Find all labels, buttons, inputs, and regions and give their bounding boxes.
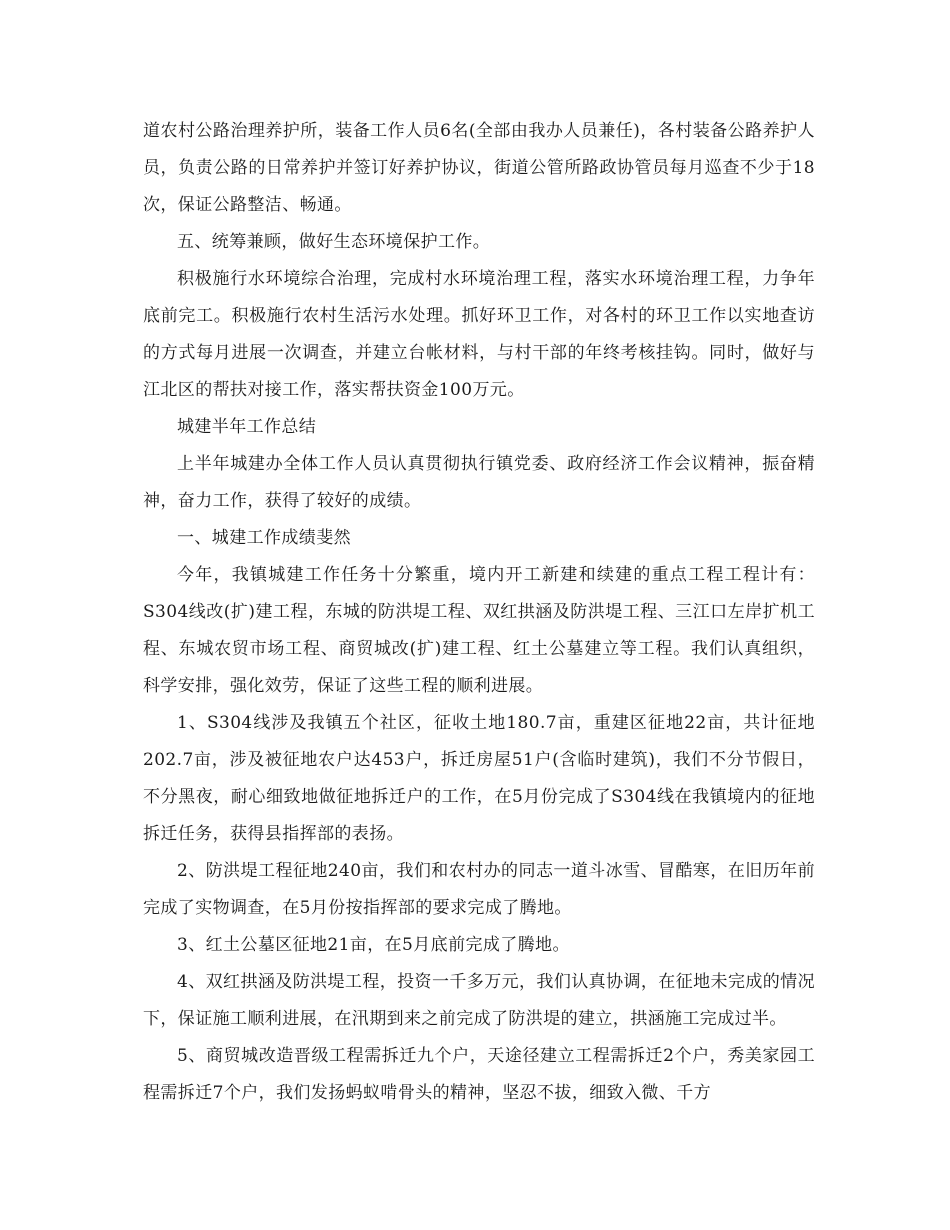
list-item-5: 5、商贸城改造晋级工程需拆迁九个户，天途径建立工程需拆迁2个户，秀美家园工程需拆迁7个户，我们发扬蚂蚁啃骨头的精神，坚忍不拔，细致入微、千方: [143, 1046, 815, 1103]
paragraph-continuation: 道农村公路治理养护所，装备工作人员6名(全部由我办人员兼任)，各村装备公路养护人员，负责公路的日常养护并签订好养护协议，街道公管所路政协管员每月巡查不少于18次，保证公路整洁、畅通。: [143, 121, 815, 215]
paragraph-environment: 积极施行水环境综合治理，完成村水环境治理工程，落实水环境治理工程，力争年底前完工。积极施行农村生活污水处理。抓好环卫工作，对各村的环卫工作以实地查访的方式每月进展一次调查，并建立台帐材料，与村干部的年终考核挂钩。同时，做好与江北区的帮扶对接工作，落实帮扶资金100万元。: [143, 269, 815, 400]
paragraph-projects: 今年，我镇城建工作任务十分繁重，境内开工新建和续建的重点工程工程计有：S304线改(扩)建工程，东城的防洪堤工程、双红拱涵及防洪堤工程、三江口左岸扩机工程、东城农贸市场工程、商贸城改(扩)建工程、红土公墓建立等工程。我们认真组织，科学安排，强化效劳，保证了这些工程的顺利进展。: [143, 565, 815, 696]
list-item-4: 4、双红拱涵及防洪堤工程，投资一千多万元，我们认真协调，在征地未完成的情况下，保证施工顺利进展，在汛期到来之前完成了防洪堤的建立，拱涵施工完成过半。: [143, 972, 815, 1029]
document-title: 城建半年工作总结: [177, 417, 317, 437]
section-heading-five: 五、统筹兼顾，做好生态环境保护工作。: [177, 232, 491, 252]
document-body: [143, 113, 815, 1112]
list-item-3: 3、红土公墓区征地21亩，在5月底前完成了腾地。: [177, 935, 570, 955]
section-heading-one: 一、城建工作成绩斐然: [177, 528, 351, 548]
paragraph-intro: 上半年城建办全体工作人员认真贯彻执行镇党委、政府经济工作会议精神，振奋精神，奋力工作，获得了较好的成绩。: [143, 454, 815, 511]
list-item-2: 2、防洪堤工程征地240亩，我们和农村办的同志一道斗冰雪、冒酷寒，在旧历年前完成了实物调查，在5月份按指挥部的要求完成了腾地。: [143, 861, 815, 918]
list-item-1: 1、S304线涉及我镇五个社区，征收土地180.7亩，重建区征地22亩，共计征地202.7亩，涉及被征地农户达453户，拆迁房屋51户(含临时建筑)，我们不分节假日，不分黑夜，耐心细致地做征地拆迁户的工作，在5月份完成了S304线在我镇境内的征地拆迁任务，获得县指挥部的表扬。: [143, 713, 815, 844]
